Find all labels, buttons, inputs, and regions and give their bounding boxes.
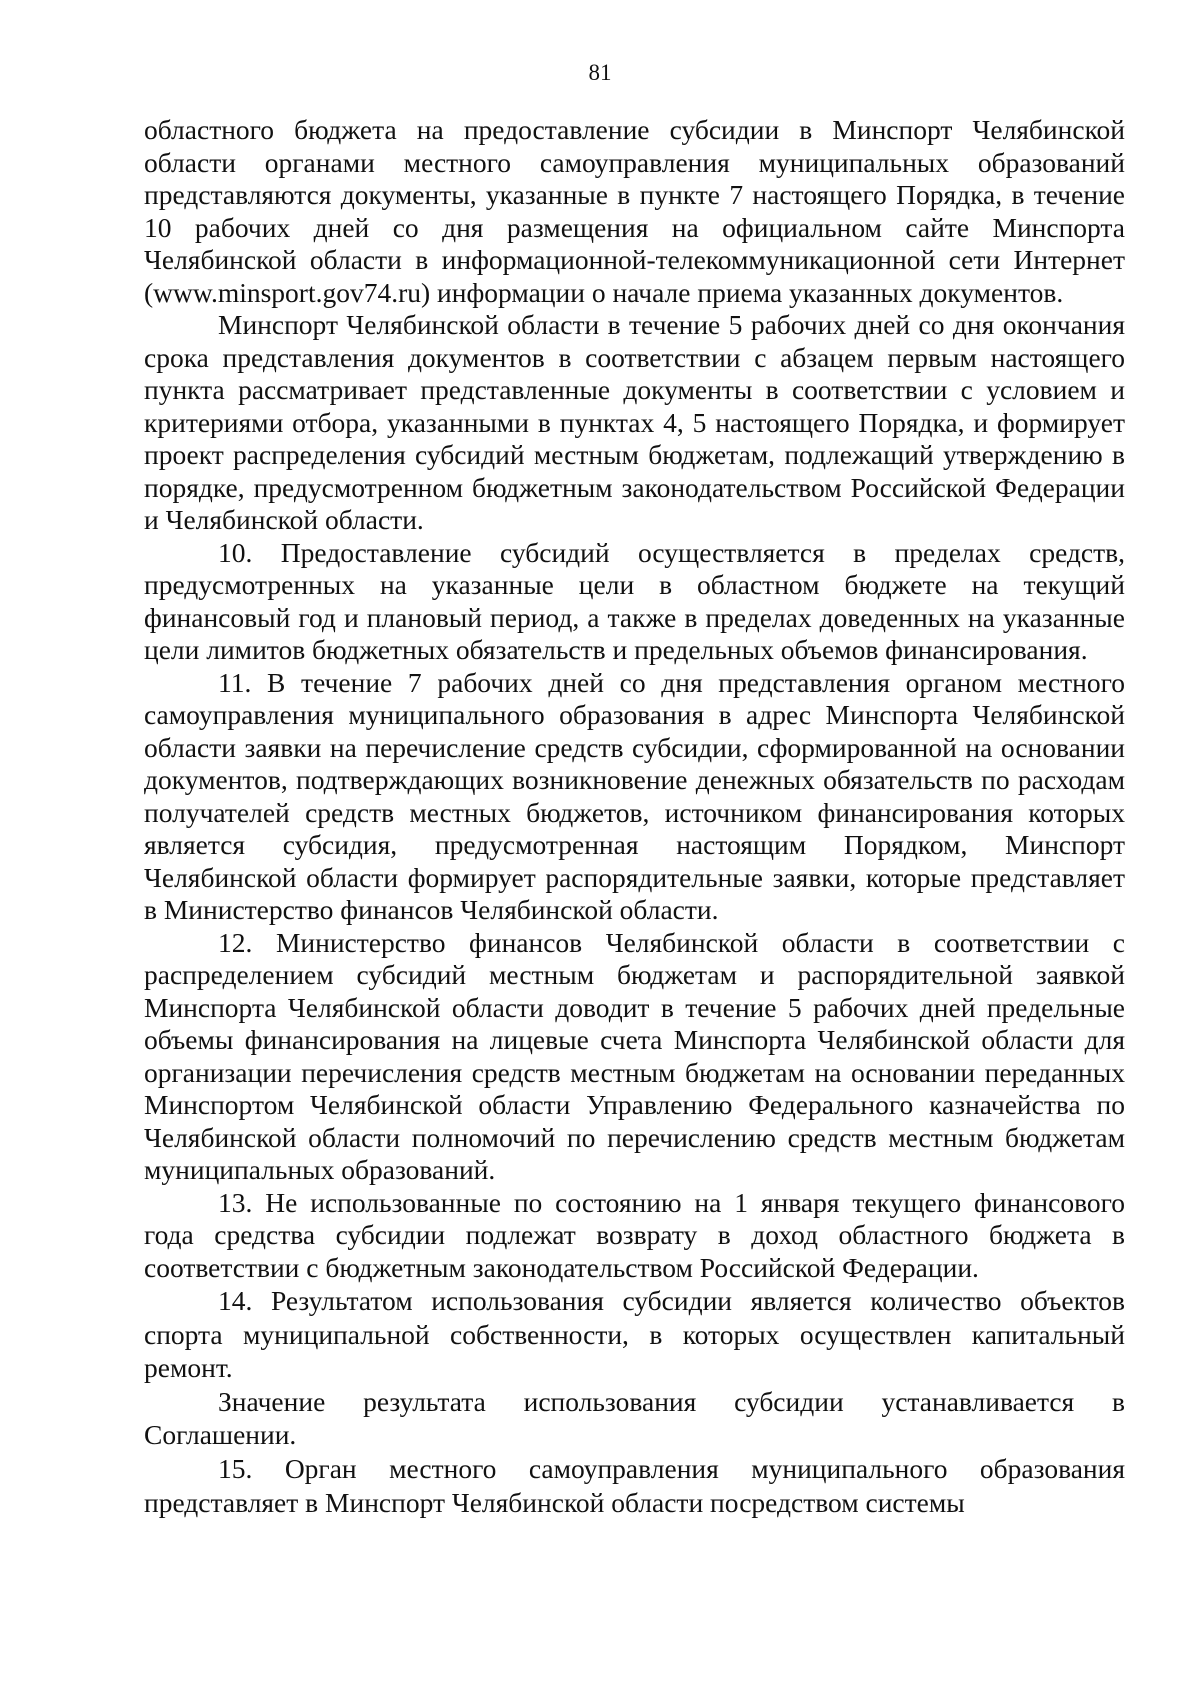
paragraph-5: 12. Министерство финансов Челябинской области в соответствии с распределением субсидий местным бюджетам и распорядительной заявкой Минспорта Челябинской области доводит в течение 5 рабочих дней предельные объемы финансирования на лицевые счета Минспорта Челябинской области для организации перечисления средств местным бюджетам на основании переданных Минспортом Челябинской области Управлению Федерального казначейства по Челябинской области полномочий по перечислению средств местным бюджетам муниципальных образований.	[144, 926, 1125, 1185]
paragraph-3: 10. Предоставление субсидий осуществляется в пределах средств, предусмотренных на указанные цели в областном бюджете на текущий финансовый год и плановый период, а также в пределах доведенных на указанные цели лимитов бюджетных обязательств и предельных объемов финансирования.	[144, 536, 1125, 665]
paragraph-8: Значение результата использования субсидии устанавливается в Соглашении.	[144, 1385, 1125, 1451]
page-number: 81	[588, 60, 612, 85]
paragraph-7: 14. Результатом использования субсидии является количество объектов спорта муниципальной собственности, в которых осуществлен капитальный ремонт.	[144, 1285, 1125, 1384]
paragraph-1: областного бюджета на предоставление субсидии в Минспорт Челябинской области органами местного самоуправления муниципальных образований представляются документы, указанные в пункте 7 настоящего Порядка, в течение 10 рабочих дней со дня размещения на официальном сайте Минспорта Челябинской области в информационной-телекоммуникационной сети Интернет (www.minsport.gov74.ru) информации о начале приема указанных документов.	[144, 114, 1125, 308]
paragraph-2: Минспорт Челябинской области в течение 5 рабочих дней со дня окончания срока представления документов в соответствии с абзацем первым настоящего пункта рассматривает представленные документы в соответствии с условием и критериями отбора, указанными в пунктах 4, 5 настоящего Порядка, и формирует проект распределения субсидий местным бюджетам, подлежащий утверждению в порядке, предусмотренном бюджетным законодательством Российской Федерации и Челябинской области.	[144, 309, 1125, 535]
document-body	[144, 114, 1125, 1519]
paragraph-4: 11. В течение 7 рабочих дней со дня представления органом местного самоуправления муниципального образования в адрес Минспорта Челябинской области заявки на перечисление средств субсидии, сформированной на основании документов, подтверждающих возникновение денежных обязательств по расходам получателей средств местных бюджетов, источником финансирования которых является субсидия, предусмотренная настоящим Порядком, Минспорт Челябинской области формирует распорядительные заявки, которые представляет в Министерство финансов Челябинской области.	[144, 666, 1125, 925]
paragraph-6: 13. Не использованные по состоянию на 1 января текущего финансового года средства субсидии подлежат возврату в доход областного бюджета в соответствии с бюджетным законодательством Российской Федерации.	[144, 1186, 1125, 1283]
paragraph-9: 15. Орган местного самоуправления муниципального образования представляет в Минспорт Челябинской области посредством системы	[144, 1452, 1125, 1518]
